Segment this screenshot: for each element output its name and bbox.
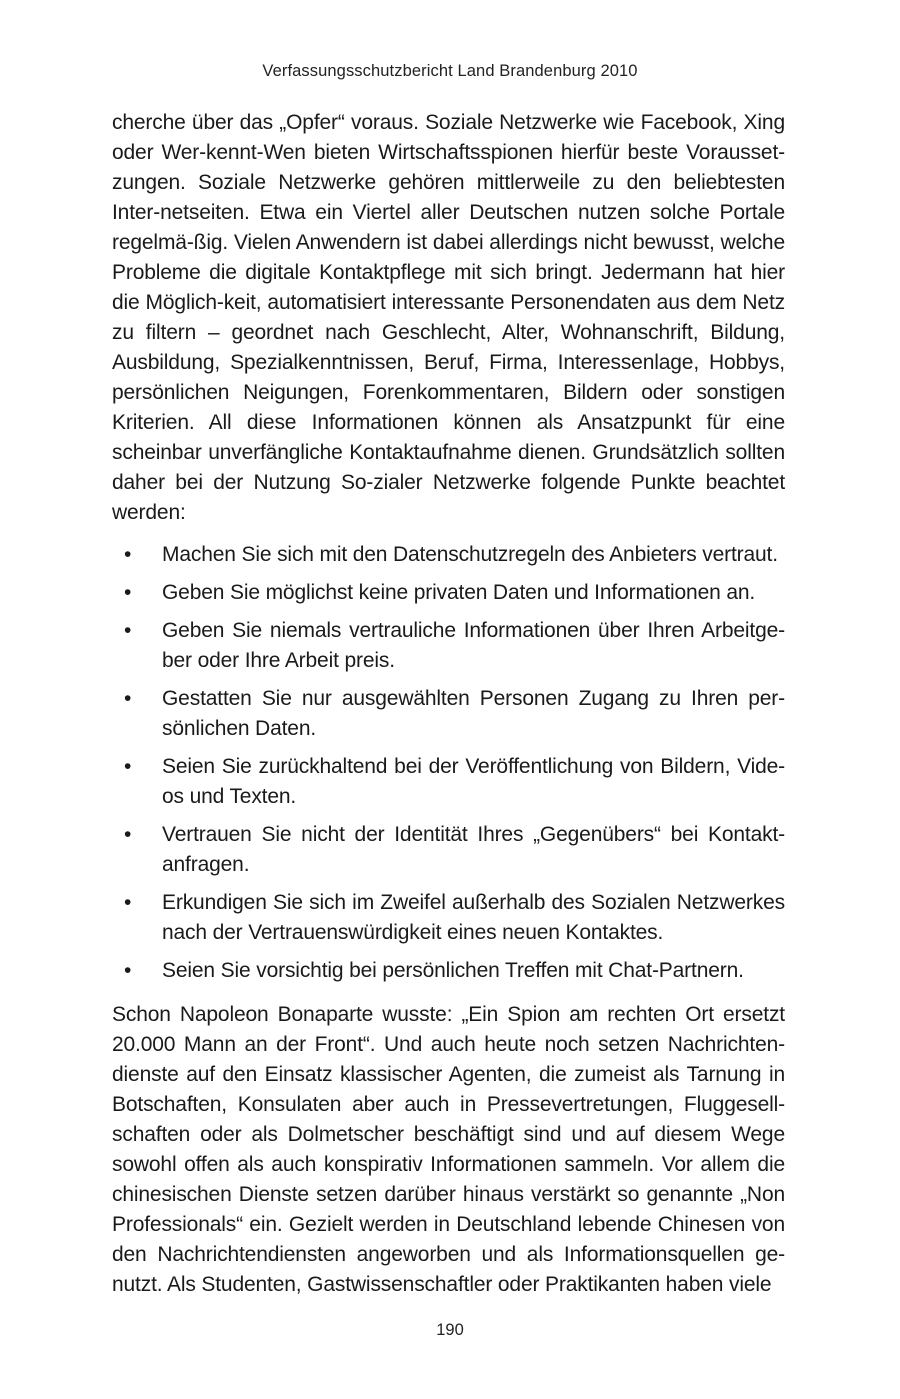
bullet-icon: • bbox=[124, 959, 132, 982]
bullet-icon: • bbox=[124, 687, 132, 710]
list-item bbox=[112, 820, 785, 880]
bullet-icon: • bbox=[124, 543, 132, 566]
page-number: 190 bbox=[436, 1321, 464, 1339]
bullet-icon: • bbox=[124, 891, 132, 914]
list-item bbox=[112, 684, 785, 744]
list-item-text: Gestatten Sie nur ausgewählten Personen Zugang zu Ihren per-sönlichen Daten. bbox=[162, 687, 785, 740]
bullet-icon: • bbox=[124, 581, 132, 604]
list-item bbox=[112, 540, 785, 570]
list-item bbox=[112, 888, 785, 948]
list-item-text: Machen Sie sich mit den Datenschutzregeln des Anbieters vertraut. bbox=[162, 543, 778, 566]
bullet-icon: • bbox=[124, 823, 132, 846]
page-body bbox=[112, 108, 785, 1300]
list-item bbox=[112, 578, 785, 608]
list-item-text: Seien Sie vorsichtig bei persönlichen Treffen mit Chat-Partnern. bbox=[162, 959, 744, 982]
list-item-text: Seien Sie zurückhaltend bei der Veröffentlichung von Bildern, Vide-os und Texten. bbox=[162, 755, 785, 808]
list-item bbox=[112, 616, 785, 676]
list-item-text: Geben Sie niemals vertrauliche Informationen über Ihren Arbeitge-ber oder Ihre Arbeit preis. bbox=[162, 619, 785, 672]
list-item-text: Vertrauen Sie nicht der Identität Ihres „Gegenübers“ bei Kontakt-anfragen. bbox=[162, 823, 785, 876]
list-item bbox=[112, 752, 785, 812]
body-paragraph-2: Schon Napoleon Bonaparte wusste: „Ein Spion am rechten Ort ersetzt 20.000 Mann an der Front“. Und auch heute noch setzen Nachrichten-dienste auf den Einsatz klassischer Agenten, die zumeist als Tarnung in Botschaften, Konsulaten aber auch in Pressevertretungen, Fluggesell-schaften oder als Dolmetscher beschäftigt sind und auf diesem Wege sowohl offen als auch konspirativ Informationen sammeln. Vor allem die chinesischen Dienste setzen darüber hinaus verstärkt so genannte „Non Professionals“ ein. Gezielt werden in Deutschland lebende Chinesen von den Nachrichtendiensten angeworben und als Informationsquellen ge-nutzt. Als Studenten, Gastwissenschaftler oder Praktikanten haben viele bbox=[112, 1003, 785, 1296]
bullet-icon: • bbox=[124, 619, 132, 642]
running-header: Verfassungsschutzbericht Land Brandenburg 2010 bbox=[262, 62, 638, 80]
list-item bbox=[112, 956, 785, 986]
list-item-text: Erkundigen Sie sich im Zweifel außerhalb des Sozialen Netzwerkes nach der Vertrauenswürdigkeit eines neuen Kontaktes. bbox=[162, 891, 785, 944]
recommendation-list bbox=[112, 540, 785, 986]
bullet-icon: • bbox=[124, 755, 132, 778]
list-item-text: Geben Sie möglichst keine privaten Daten und Informationen an. bbox=[162, 581, 756, 604]
body-paragraph-1: cherche über das „Opfer“ voraus. Soziale Netzwerke wie Facebook, Xing oder Wer-kennt-Wen bieten Wirtschaftsspionen hierfür beste Vorausset-zungen. Soziale Netzwerke gehören mittlerweile zu den beliebtesten Inter-netseiten. Etwa ein Viertel aller Deutschen nutzen solche Portale regelmä-ßig. Vielen Anwendern ist dabei allerdings nicht bewusst, welche Probleme die digitale Kontaktpflege mit sich bringt. Jedermann hat hier die Möglich-keit, automatisiert interessante Personendaten aus dem Netz zu filtern – geordnet nach Geschlecht, Alter, Wohnanschrift, Bildung, Ausbildung, Spezialkenntnissen, Beruf, Firma, Interessenlage, Hobbys, persönlichen Neigungen, Forenkommentaren, Bildern oder sonstigen Kriterien. All diese Informationen können als Ansatzpunkt für eine scheinbar unverfängliche Kontaktaufnahme dienen. Grundsätzlich sollten daher bei der Nutzung So-zialer Netzwerke folgende Punkte beachtet werden: bbox=[112, 111, 785, 524]
